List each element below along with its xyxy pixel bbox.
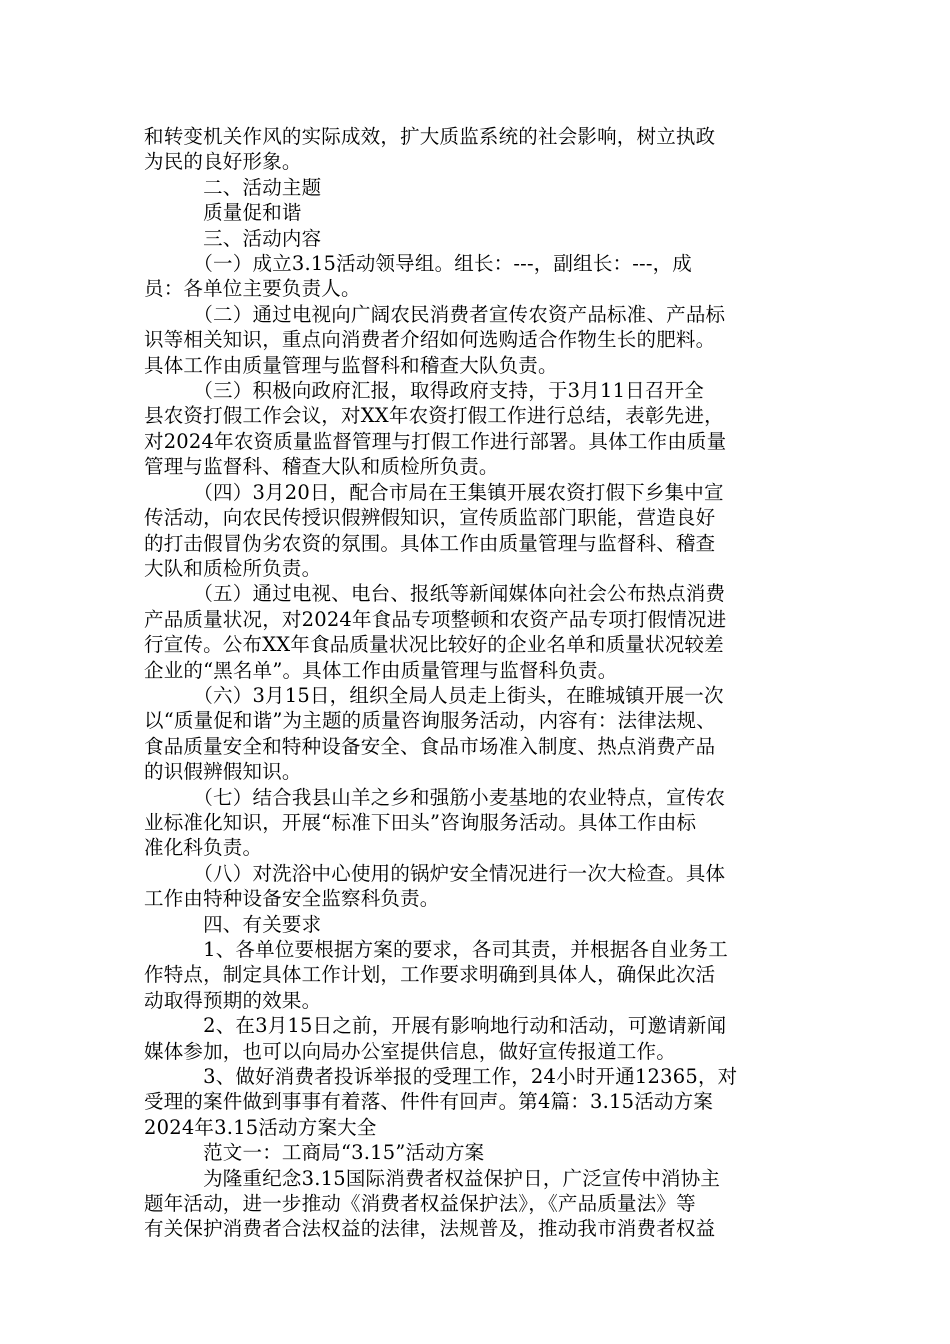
document-line: （七）结合我县山羊之乡和强筋小麦基地的农业特点，宣传农 [144, 785, 726, 809]
document-line: 食品质量安全和特种设备安全、食品市场准入制度、热点消费产品 [144, 734, 716, 758]
document-line: 为民的良好形象。 [144, 150, 302, 174]
document-line: 和转变机关作风的实际成效，扩大质监系统的社会影响，树立执政 [144, 125, 716, 148]
document-line: 为隆重纪念3.15国际消费者权益保护日，广泛宣传中消协主 [144, 1166, 721, 1190]
document-line: 的识假辨假知识。 [144, 760, 302, 784]
document-line: 准化科负责。 [144, 836, 263, 860]
document-line: 传活动，向农民传授识假辨假知识，宣传质监部门职能，营造良好 [144, 506, 716, 530]
document-line: 县农资打假工作会议，对XX年农资打假工作进行总结，表彰先进， [144, 404, 724, 428]
document-line: 产品质量状况，对2024年食品专项整顿和农资产品专项打假情况进 [144, 607, 727, 631]
document-line: 业标准化知识，开展“标准下田头”咨询服务活动。具体工作由标 [144, 810, 697, 834]
document-line: 3、做好消费者投诉举报的受理工作，24小时开通12365，对 [144, 1065, 738, 1089]
document-line: （四）3月20日，配合市局在王集镇开展农资打假下乡集中宣 [144, 480, 724, 504]
document-line: 1、各单位要根据方案的要求，各司其责，并根据各自业务工 [144, 938, 728, 961]
document-line: 管理与监督科、稽查大队和质检所负责。 [144, 455, 499, 479]
document-line: （二）通过电视向广阔农民消费者宣传农资产品标准、产品标 [144, 302, 726, 326]
document-line: 四、有关要求 [144, 912, 322, 936]
document-body [144, 124, 816, 1242]
document-line: 识等相关知识，重点向消费者介绍如何选购适合作物生长的肥料。 [144, 328, 716, 352]
document-line: 2、在3月15日之前，开展有影响地行动和活动，可邀请新闻 [144, 1014, 727, 1038]
document-line: 行宣传。公布XX年食品质量状况比较好的企业名单和质量状况较差 [144, 633, 724, 657]
document-line: 媒体参加，也可以向局办公室提供信息，做好宣传报道工作。 [144, 1039, 676, 1063]
document-line: 具体工作由质量管理与监督科和稽查大队负责。 [144, 353, 558, 377]
document-line: 2024年3.15活动方案大全 [144, 1115, 377, 1139]
document-line: 范文一：工商局“3.15”活动方案 [144, 1141, 485, 1165]
document-line: 大队和质检所负责。 [144, 556, 322, 580]
document-line: 作特点，制定具体工作计划，工作要求明确到具体人，确保此次活 [144, 963, 716, 987]
document-line: 员：各单位主要负责人。 [144, 277, 361, 301]
document-line: （一）成立3.15活动领导组。组长：---，副组长：---，成 [144, 252, 693, 276]
document-line: 质量促和谐 [144, 201, 302, 225]
document-line: （三）积极向政府汇报，取得政府支持，于3月11日召开全 [144, 379, 704, 403]
document-line: 工作由特种设备安全监察科负责。 [144, 887, 440, 911]
document-line: （六）3月15日，组织全局人员走上街头，在睢城镇开展一次 [144, 683, 724, 707]
document-line: 有关保护消费者合法权益的法律，法规普及，推动我市消费者权益 [144, 1217, 716, 1241]
document-line: 受理的案件做到事事有着落、件件有回声。第4篇：3.15活动方案 [144, 1090, 714, 1114]
document-line: 题年活动，进一步推动《消费者权益保护法》，《产品质量法》等 [144, 1192, 696, 1216]
document-line: 动取得预期的效果。 [144, 988, 322, 1012]
document-line: 三、活动内容 [144, 226, 322, 250]
document-line: 以“质量促和谐”为主题的质量咨询服务活动，内容有：法律法规、 [144, 709, 716, 733]
document-line: 的打击假冒伪劣农资的氛围。具体工作由质量管理与监督科、稽查 [144, 531, 716, 555]
document-line: （八）对洗浴中心使用的锅炉安全情况进行一次大检查。具体 [144, 861, 726, 885]
document-line: 企业的“黑名单”。具体工作由质量管理与监督科负责。 [144, 658, 618, 682]
document-line: （五）通过电视、电台、报纸等新闻媒体向社会公布热点消费 [144, 582, 726, 606]
document-line: 对2024年农资质量监督管理与打假工作进行部署。具体工作由质量 [144, 429, 727, 453]
document-line: 二、活动主题 [144, 175, 322, 199]
